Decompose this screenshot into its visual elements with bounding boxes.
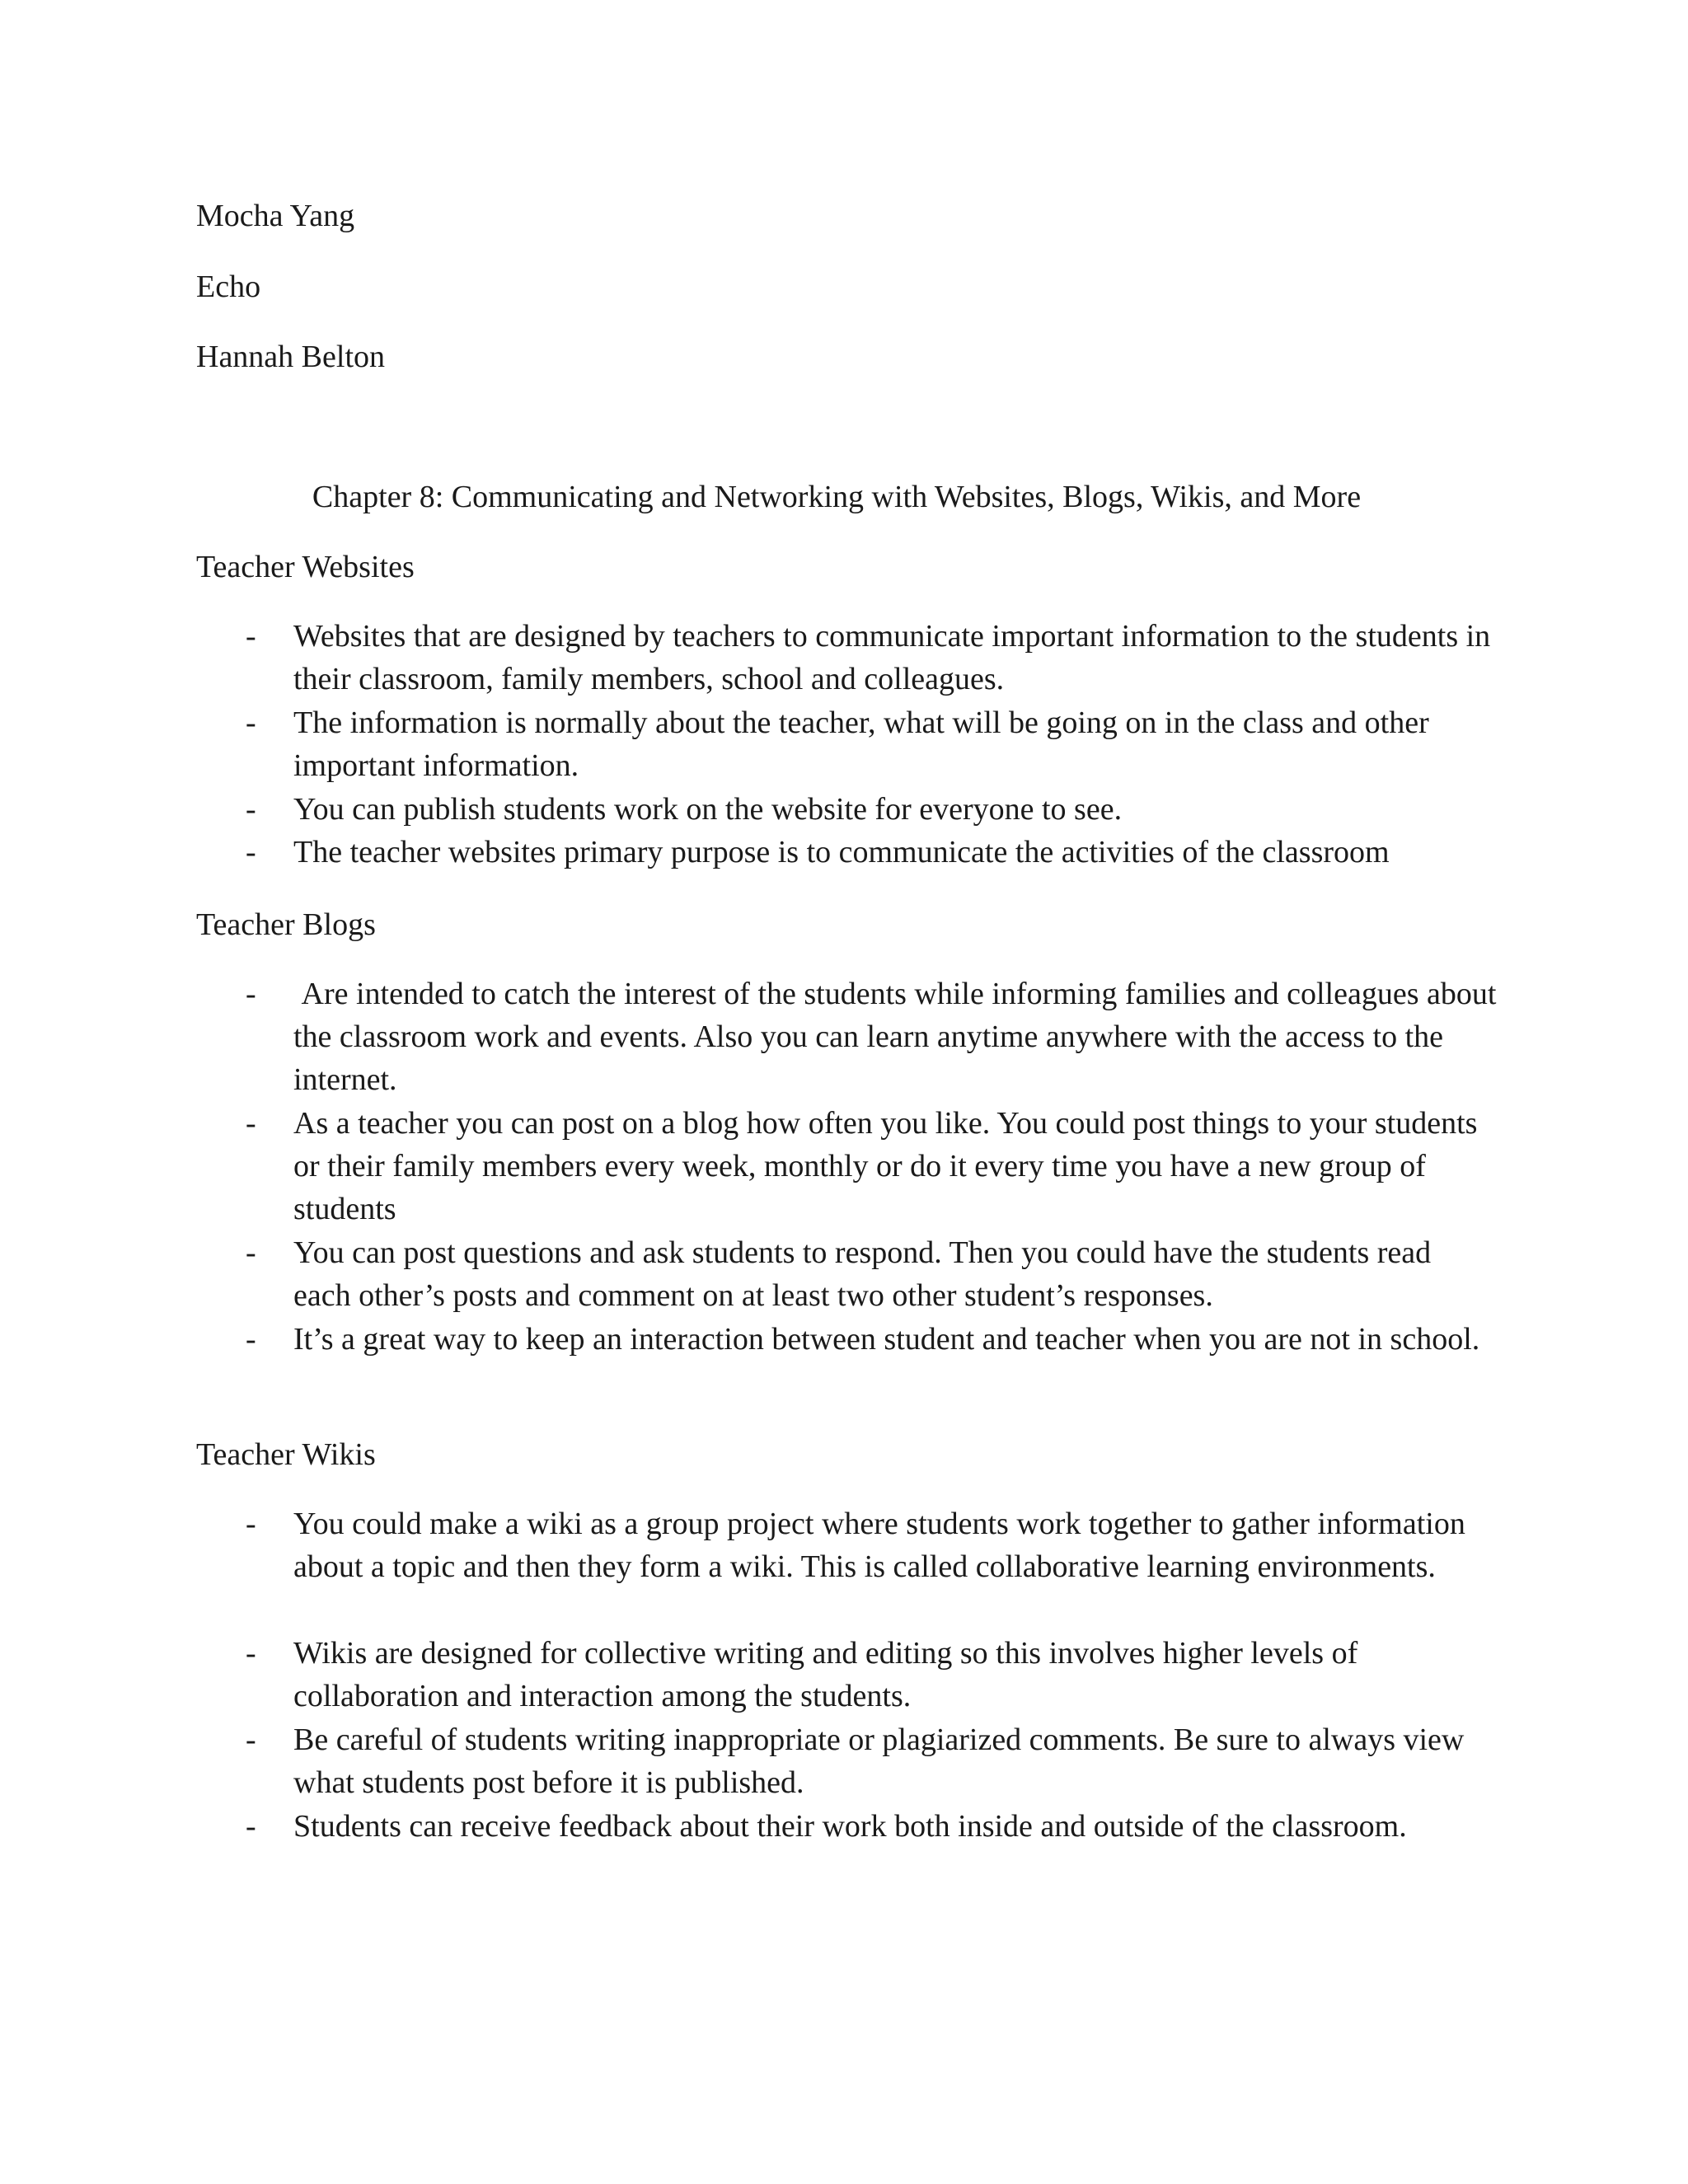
- list-item-text: You could make a wiki as a group project where students work together to gather information about a topic and then they form a wiki. This is called collaborative learning environments.: [293, 1507, 1465, 1584]
- bullet-dash: -: [246, 1507, 256, 1541]
- list-item-text: The teacher websites primary purpose is to communicate the activities of the classroom: [293, 835, 1390, 869]
- bullet-dash: -: [246, 1106, 256, 1141]
- section-heading-wikis: Teacher Wikis: [196, 1437, 376, 1472]
- list-item-text: Students can receive feedback about their work both inside and outside of the classroom.: [293, 1809, 1407, 1844]
- author-name-1: Mocha Yang: [196, 199, 355, 233]
- bullet-dash: -: [246, 1322, 256, 1357]
- section-heading-websites: Teacher Websites: [196, 550, 415, 584]
- section-heading-blogs: Teacher Blogs: [196, 907, 376, 942]
- chapter-title: Chapter 8: Communicating and Networking with Websites, Blogs, Wikis, and More: [312, 480, 1362, 514]
- list-item-text: It’s a great way to keep an interaction between student and teacher when you are not in school.: [293, 1322, 1480, 1357]
- list-item-text: Are intended to catch the interest of the students while informing families and colleagues about the classroom work and events. Also you can learn anytime anywhere with the access to the internet.: [293, 977, 1504, 1097]
- list-item-text: You can publish students work on the website for everyone to see.: [293, 792, 1123, 827]
- bullet-dash: -: [246, 1722, 256, 1757]
- bullet-dash: -: [246, 619, 256, 654]
- bullet-dash: -: [246, 977, 256, 1011]
- bullet-dash: -: [246, 1809, 256, 1844]
- list-item-text: You can post questions and ask students to respond. Then you could have the students read each other’s posts and comment on at least two other student’s responses.: [293, 1235, 1432, 1313]
- bullet-dash: -: [246, 792, 256, 827]
- bullet-dash: -: [246, 1636, 256, 1671]
- author-name-3: Hannah Belton: [196, 340, 386, 374]
- list-item-text: Wikis are designed for collective writing and editing so this involves higher levels of collaboration and interaction among the students.: [293, 1636, 1358, 1713]
- bullet-dash: -: [246, 705, 256, 740]
- author-name-2: Echo: [196, 269, 261, 304]
- bullet-dash: -: [246, 835, 256, 869]
- list-item-text: Be careful of students writing inappropriate or plagiarized comments. Be sure to always view what students post before it is published.: [293, 1722, 1465, 1800]
- list-item-text: As a teacher you can post on a blog how often you like. You could post things to your students or their family members every week, monthly or do it every time you have a new group of students: [293, 1106, 1478, 1226]
- bullet-dash: -: [246, 1235, 256, 1270]
- list-item-text: The information is normally about the teacher, what will be going on in the class and other important information.: [293, 705, 1429, 783]
- list-item-text: Websites that are designed by teachers to communicate important information to the students in their classroom, family members, school and colleagues.: [293, 619, 1491, 696]
